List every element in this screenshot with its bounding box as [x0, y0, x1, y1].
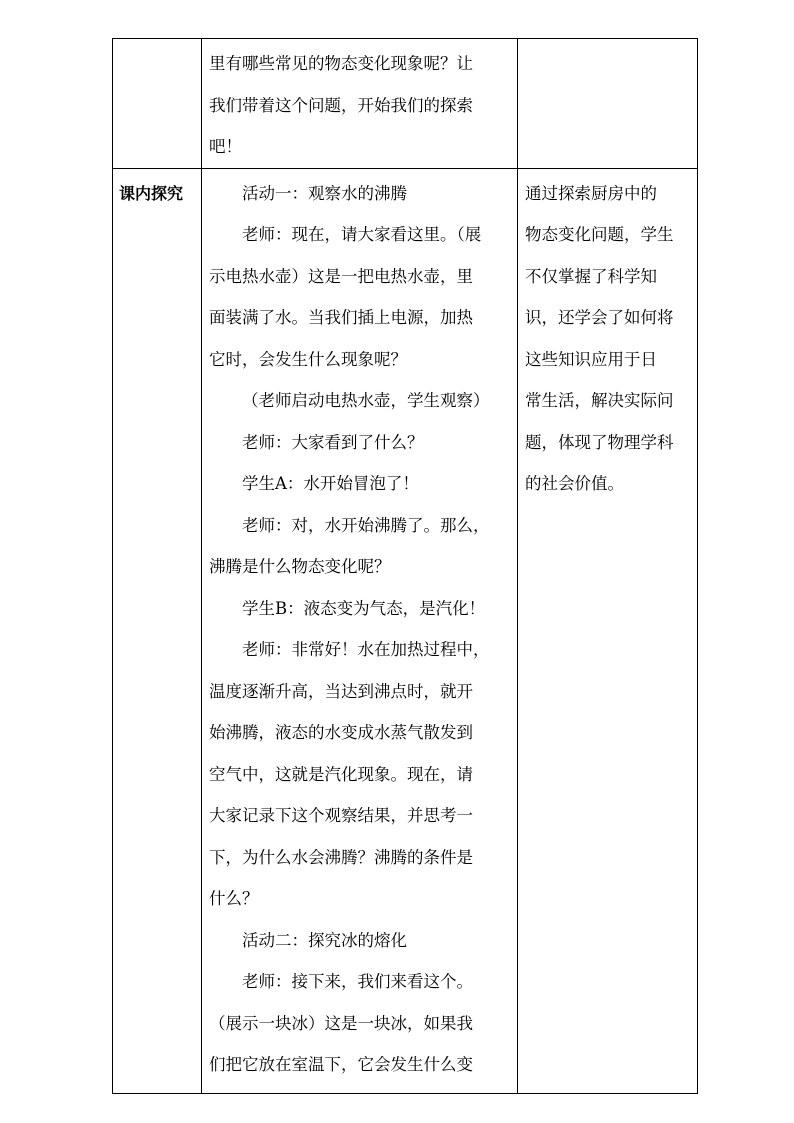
design-note-line: 题，体现了物理学科 — [525, 432, 674, 452]
content-text-line: 学生B：液态变为气态，是汽化！ — [242, 598, 486, 618]
content-text-line: （老师启动电热水壶，学生观察） — [242, 391, 490, 410]
stage-cell-empty — [113, 39, 202, 169]
content-text-line: 活动一：观察水的沸腾 — [242, 183, 407, 203]
content-text-line: 温度逐渐升高，当达到沸点时，就开 — [209, 681, 473, 701]
design-note-line: 物态变化问题，学生 — [525, 225, 674, 244]
content-cell-intro — [202, 39, 518, 169]
stage-label-inquiry: 课内探究 — [119, 183, 184, 203]
content-text-line: 沸腾是什么物态变化呢？ — [209, 557, 391, 576]
content-text-line: （展示一块冰）这是一块冰，如果我 — [209, 1013, 473, 1033]
design-note-line: 的社会价值。 — [525, 474, 624, 493]
note-cell-inquiry — [518, 168, 698, 1093]
content-cell-inquiry — [202, 168, 518, 1093]
content-text-line: 面装满了水。当我们插上电源，加热 — [209, 308, 473, 327]
design-note-line: 这些知识应用于日 — [525, 349, 657, 369]
content-text-line: 学生A：水开始冒泡了！ — [242, 474, 419, 493]
content-text-line: 老师：接下来，我们来看这个。 — [242, 972, 473, 991]
content-text-line: 里有哪些常见的物态变化现象呢？让 — [209, 54, 473, 73]
table-row-intro-continued — [113, 39, 698, 169]
design-note-line: 通过探索厨房中的 — [525, 183, 657, 203]
design-note-line: 不仅掌握了科学知 — [525, 266, 657, 286]
content-text-line: 老师：对，水开始沸腾了。那么， — [242, 515, 490, 535]
content-text-line: 什么？ — [209, 889, 259, 908]
note-cell-intro — [518, 39, 698, 169]
content-text-line: 们把它放在室温下，它会发生什么变 — [209, 1055, 473, 1074]
content-text-line: 它时，会发生什么现象呢？ — [209, 349, 407, 369]
content-text-line: 空气中，这就是汽化现象。现在，请 — [209, 764, 473, 784]
design-note-block — [518, 169, 697, 505]
content-text-block — [202, 169, 517, 1086]
design-note-block — [518, 39, 697, 43]
stage-label — [113, 39, 201, 43]
content-text-line: 活动二：探究冰的熔化 — [242, 930, 407, 950]
stage-cell-inquiry — [113, 168, 202, 1093]
content-text-line: 示电热水壶）这是一把电热水壶，里 — [209, 266, 473, 286]
content-text-block — [202, 39, 517, 168]
content-text-line: 下，为什么水会沸腾？沸腾的条件是 — [209, 847, 473, 867]
content-text-line: 大家记录下这个观察结果，并思考一 — [209, 806, 473, 825]
content-text-line: 我们带着这个问题，开始我们的探索 — [209, 95, 473, 115]
table-row-inquiry — [113, 168, 698, 1093]
design-note-line: 识，还学会了如何将 — [525, 308, 674, 327]
design-note-line: 常生活，解决实际问 — [525, 391, 674, 410]
content-text-line: 老师：大家看到了什么？ — [242, 432, 424, 452]
content-text-line: 老师：非常好！水在加热过程中， — [242, 640, 490, 659]
content-text-line: 老师：现在，请大家看这里。（展 — [242, 225, 482, 244]
lesson-plan-table — [112, 38, 698, 1094]
content-text-line: 吧！ — [209, 137, 242, 156]
content-text-line: 始沸腾，液态的水变成水蒸气散发到 — [209, 723, 473, 742]
